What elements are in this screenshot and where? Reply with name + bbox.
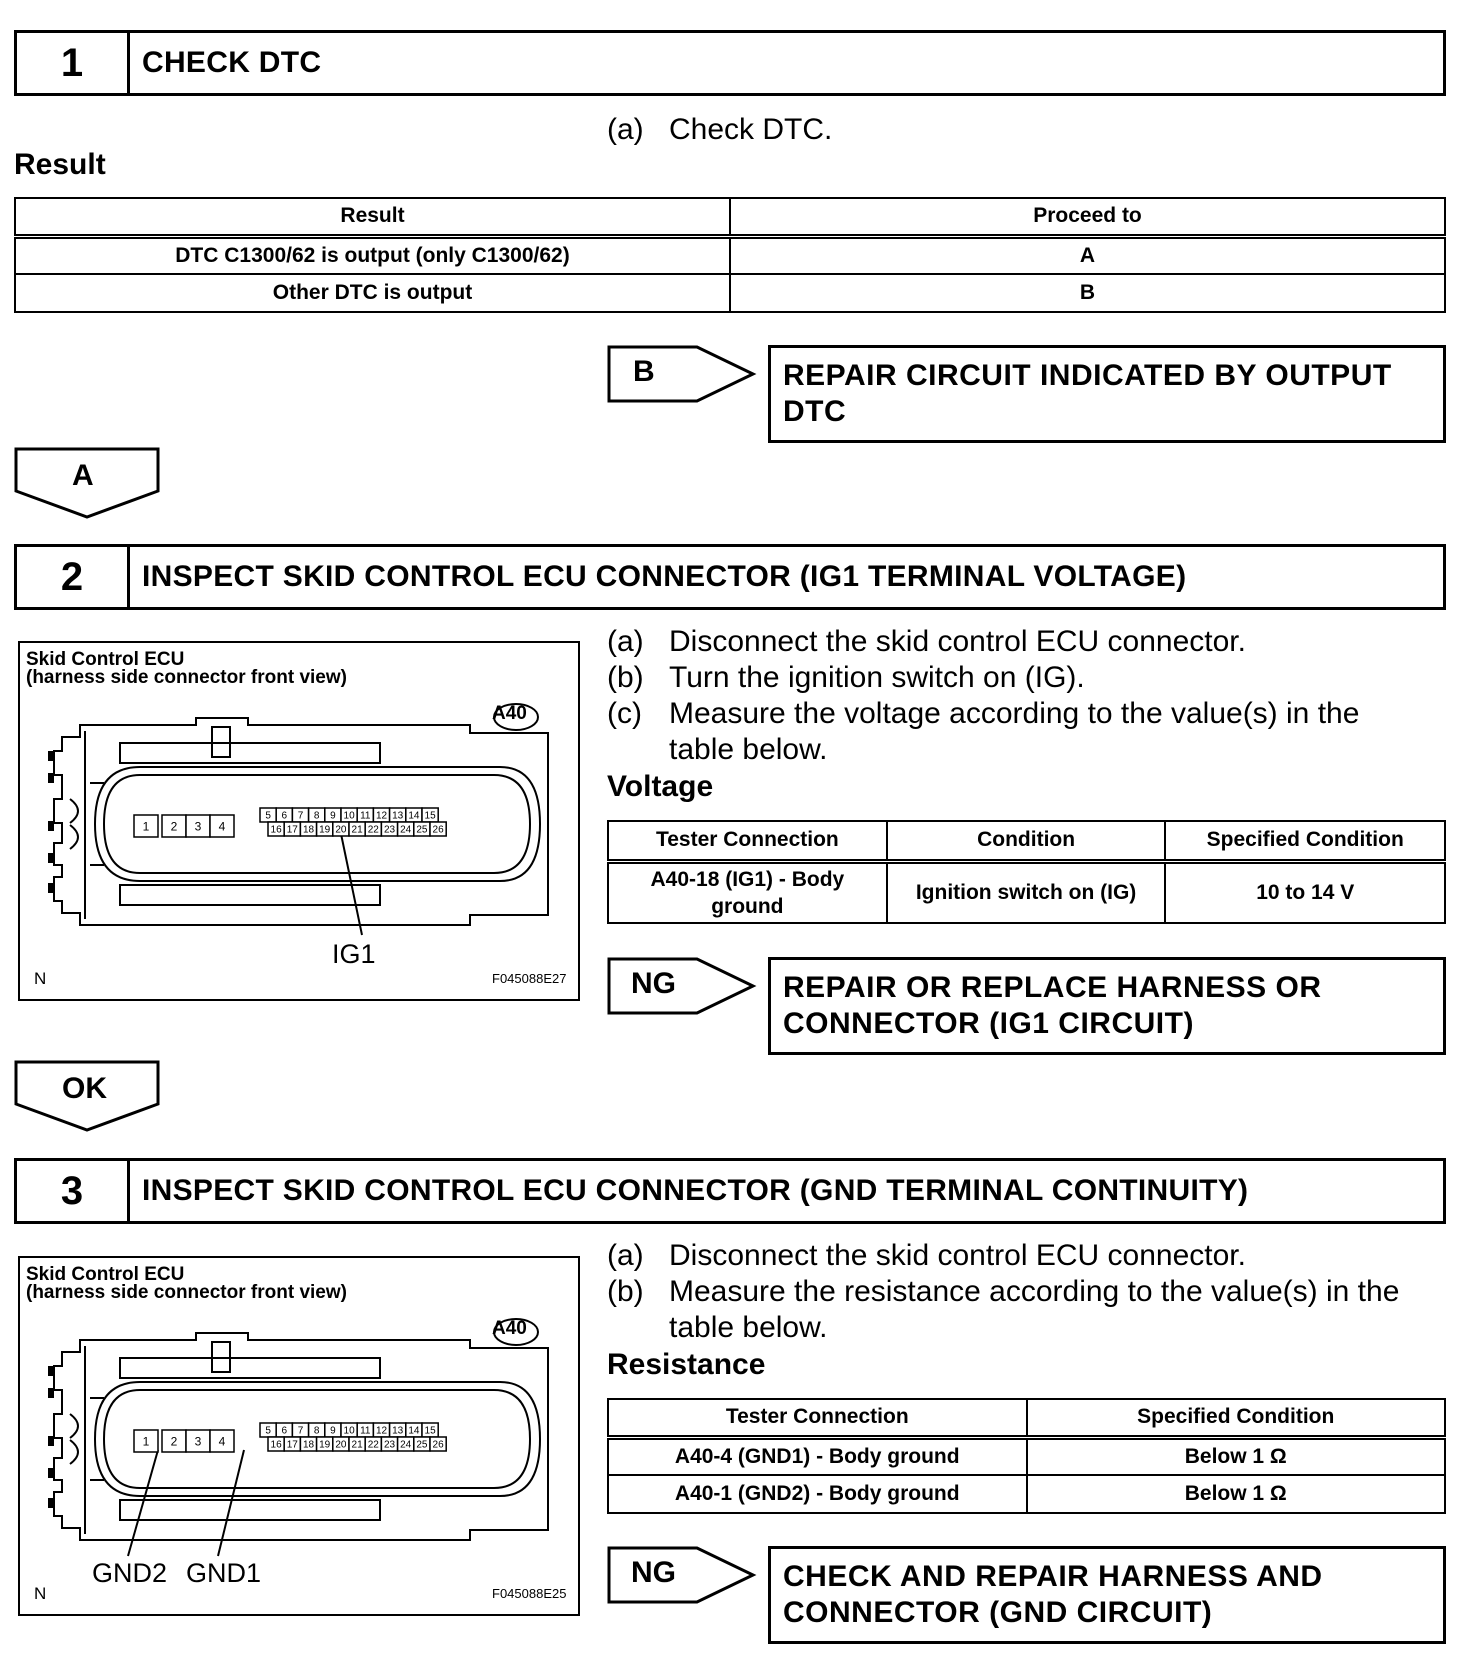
table-cell: A40-1 (GND2) - Body ground	[608, 1475, 1027, 1513]
action-line: REPAIR OR REPLACE HARNESS OR	[783, 971, 1322, 1004]
connector-pin-number: 17	[286, 1439, 298, 1451]
connector-pin-number: 13	[392, 810, 404, 822]
connector-pin-number: 13	[392, 1425, 404, 1437]
connector-pin-number: 16	[270, 1439, 282, 1451]
connector-pin-number: 2	[170, 1434, 178, 1449]
connector-pin-number: 16	[270, 824, 282, 836]
connector-pin-number: 21	[351, 824, 363, 836]
resistance-heading: Resistance	[607, 1348, 766, 1381]
connector-pin-number: 26	[432, 824, 444, 836]
connector-drawing	[20, 643, 578, 999]
table-cell: Ignition switch on (IG)	[887, 861, 1166, 923]
instruction-text: Disconnect the skid control ECU connector.	[669, 1239, 1246, 1272]
pointer-label-ig1: IG1	[332, 939, 376, 969]
step-3-header	[14, 1158, 1446, 1224]
cell-line: ground	[711, 894, 784, 918]
table-row	[15, 236, 1445, 274]
branch-arrow-b	[607, 345, 757, 403]
connector-pin-number: 23	[383, 1439, 396, 1451]
connector-pin-number: 6	[281, 1425, 288, 1437]
action-box-repair-circuit	[768, 345, 1446, 443]
figure-code: F045088E25	[492, 1586, 567, 1601]
caption-line: (harness side connector front view)	[26, 1282, 347, 1303]
table-header: Tester Connection	[608, 821, 887, 861]
connector-pin-number: 25	[416, 824, 428, 836]
connector-pin-number: 14	[408, 810, 420, 822]
instruction-item	[607, 1238, 1457, 1274]
connector-diagram-ig1	[18, 641, 580, 1001]
pointer-label-gnd2: GND2	[92, 1558, 168, 1588]
step-1-instruction	[607, 112, 832, 148]
table-row	[15, 274, 1445, 312]
connector-pin-number: 15	[424, 1425, 436, 1437]
instruction-item	[607, 732, 1457, 768]
branch-label: NG	[631, 1556, 676, 1589]
connector-pin-number: 12	[375, 1425, 388, 1437]
action-line: CONNECTOR (GND CIRCUIT)	[783, 1596, 1213, 1629]
instruction-label: (a)	[607, 113, 644, 146]
resistance-table	[607, 1398, 1446, 1514]
connector-pin-number: 8	[313, 810, 320, 822]
connector-pin-number: 18	[302, 824, 315, 836]
instruction-label: (a)	[607, 625, 644, 658]
instruction-item	[607, 660, 1457, 696]
action-box-repair-harness	[768, 957, 1446, 1055]
connector-pin-number: 23	[383, 824, 396, 836]
table-row	[608, 861, 1445, 923]
connector-pin-number: 10	[343, 810, 355, 822]
connector-pin-number: 5	[265, 810, 271, 822]
connector-id-label: A40	[492, 703, 527, 724]
table-row	[608, 1475, 1445, 1513]
right-arrow-icon	[607, 1546, 757, 1604]
instruction-text: Turn the ignition switch on (IG).	[669, 661, 1085, 694]
table-header: Condition	[887, 821, 1166, 861]
action-line: CONNECTOR (IG1 CIRCUIT)	[783, 1007, 1194, 1040]
connector-pin-number: 2	[170, 819, 178, 834]
connector-pin-number: 3	[194, 819, 202, 834]
step-title: INSPECT SKID CONTROL ECU CONNECTOR (IG1 TERMINAL VOLTAGE)	[142, 560, 1187, 593]
connector-pin-number: 11	[360, 1425, 371, 1437]
connector-pin-number: 25	[416, 1439, 428, 1451]
caption-line: Skid Control ECU	[26, 1264, 185, 1285]
instruction-label: (b)	[607, 661, 644, 694]
result-table	[14, 197, 1446, 313]
connector-pin-number: 8	[313, 1425, 320, 1437]
connector-pins	[134, 1423, 446, 1452]
step-number: 3	[17, 1161, 130, 1221]
instruction-text: Measure the resistance according to the value(s) in the	[669, 1275, 1400, 1308]
proceed-label: OK	[62, 1072, 107, 1105]
instruction-text: Check DTC.	[669, 113, 833, 146]
table-cell: Below 1 Ω	[1027, 1437, 1446, 1475]
caption-line: (harness side connector front view)	[26, 667, 347, 688]
connector-pin-number: 19	[319, 824, 331, 836]
table-header: Specified Condition	[1165, 821, 1445, 861]
table-cell	[608, 861, 887, 923]
step-number: 2	[17, 547, 130, 607]
step-title: INSPECT SKID CONTROL ECU CONNECTOR (GND TERMINAL CONTINUITY)	[142, 1174, 1249, 1207]
step-number: 1	[17, 33, 130, 93]
connector-pin-number: 4	[218, 1434, 226, 1449]
connector-pin-number: 9	[330, 810, 336, 822]
result-heading: Result	[14, 148, 106, 181]
connector-pin-number: 1	[142, 819, 150, 834]
action-box-check-harness	[768, 1546, 1446, 1644]
connector-pin-number: 24	[400, 1439, 412, 1451]
figure-code: F045088E27	[492, 971, 567, 986]
table-cell: 10 to 14 V	[1165, 861, 1445, 923]
proceed-arrow-a	[14, 447, 160, 519]
table-header: Specified Condition	[1027, 1399, 1446, 1437]
connector-pin-number: 6	[281, 810, 288, 822]
connector-pin-number: 24	[400, 824, 412, 836]
connector-pin-number: 11	[360, 810, 371, 822]
connector-pin-number: 12	[375, 810, 388, 822]
proceed-label: A	[72, 459, 94, 492]
connector-pin-number: 18	[302, 1439, 315, 1451]
voltage-table	[607, 820, 1446, 924]
connector-pin-number: 7	[297, 810, 304, 822]
connector-pin-number: 19	[319, 1439, 331, 1451]
instruction-label	[607, 1310, 669, 1346]
table-header: Proceed to	[730, 198, 1445, 236]
instruction-label	[607, 732, 669, 768]
right-arrow-icon	[607, 957, 757, 1015]
right-arrow-icon	[607, 345, 757, 403]
table-cell: B	[730, 274, 1445, 312]
action-line: DTC	[783, 395, 847, 428]
connector-pin-number: 10	[343, 1425, 355, 1437]
instruction-label: (c)	[607, 697, 642, 730]
connector-pin-number: 1	[142, 1434, 150, 1449]
connector-pin-number: 5	[265, 1425, 271, 1437]
corner-label: N	[34, 1584, 47, 1603]
connector-pins	[134, 808, 446, 837]
branch-arrow-ng	[607, 957, 757, 1015]
step-3-instructions	[607, 1238, 1457, 1346]
branch-arrow-ng	[607, 1546, 757, 1604]
pointer-label-gnd1: GND1	[186, 1558, 262, 1588]
corner-label: N	[34, 969, 47, 988]
connector-pin-number: 21	[351, 1439, 363, 1451]
instruction-label: (b)	[607, 1275, 644, 1308]
connector-id-label: A40	[492, 1318, 527, 1339]
voltage-heading: Voltage	[607, 770, 714, 803]
cell-line: A40-18 (IG1) - Body	[650, 867, 845, 891]
instruction-item	[607, 696, 1457, 732]
instruction-text: Measure the voltage according to the value(s) in the	[669, 697, 1360, 730]
branch-label: NG	[631, 967, 676, 1000]
table-cell: DTC C1300/62 is output (only C1300/62)	[15, 236, 730, 274]
connector-pin-number: 3	[194, 1434, 202, 1449]
connector-pin-number: 26	[432, 1439, 444, 1451]
connector-pin-number: 20	[335, 1439, 347, 1451]
connector-pin-number: 4	[218, 819, 226, 834]
proceed-arrow-ok	[14, 1060, 160, 1132]
connector-pin-number: 9	[330, 1425, 336, 1437]
connector-pin-number: 20	[335, 824, 347, 836]
instruction-text: table below.	[669, 1311, 828, 1344]
connector-pin-number: 7	[297, 1425, 304, 1437]
instruction-label: (a)	[607, 1239, 644, 1272]
instruction-item	[607, 624, 1457, 660]
step-title: CHECK DTC	[142, 46, 322, 79]
connector-pin-number: 14	[408, 1425, 420, 1437]
table-row	[608, 1437, 1445, 1475]
table-cell: A	[730, 236, 1445, 274]
branch-label: B	[633, 355, 655, 388]
step-2-header	[14, 544, 1446, 610]
connector-pin-number: 22	[367, 824, 379, 836]
connector-diagram-gnd	[18, 1256, 580, 1616]
connector-pin-number: 22	[367, 1439, 379, 1451]
table-cell: Other DTC is output	[15, 274, 730, 312]
connector-pin-number: 17	[286, 824, 298, 836]
step-1-header	[14, 30, 1446, 96]
table-cell: A40-4 (GND1) - Body ground	[608, 1437, 1027, 1475]
action-line: CHECK AND REPAIR HARNESS AND	[783, 1560, 1323, 1593]
instruction-item	[607, 1310, 1457, 1346]
instruction-text: table below.	[669, 733, 828, 766]
step-2-instructions	[607, 624, 1457, 768]
action-line: REPAIR CIRCUIT INDICATED BY OUTPUT	[783, 359, 1392, 392]
table-header: Result	[15, 198, 730, 236]
caption-line: Skid Control ECU	[26, 649, 185, 670]
instruction-item	[607, 1274, 1457, 1310]
connector-pin-number: 15	[424, 810, 436, 822]
instruction-text: Disconnect the skid control ECU connector.	[669, 625, 1246, 658]
table-cell: Below 1 Ω	[1027, 1475, 1446, 1513]
table-header: Tester Connection	[608, 1399, 1027, 1437]
